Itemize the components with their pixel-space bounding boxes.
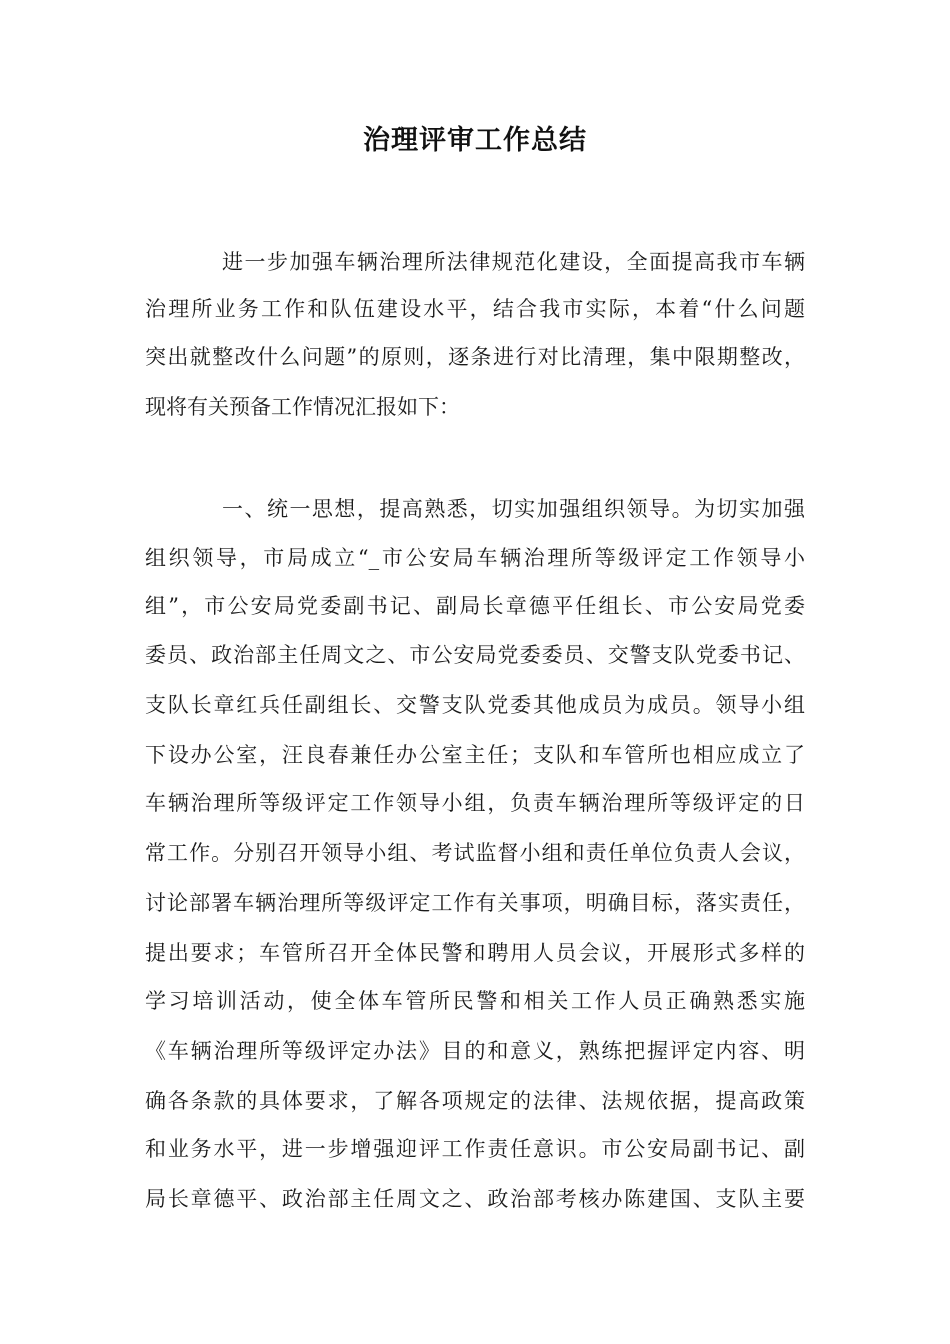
paragraph-2-line-10: 提出要求；车管所召开全体民警和聘用人员会议，开展形式多样的 bbox=[145, 941, 805, 965]
paragraph-2-line-2: 组织领导，市局成立“_市公安局车辆治理所等级评定工作领导小 bbox=[145, 546, 805, 570]
paragraph-2-line-12: 《车辆治理所等级评定办法》目的和意义，熟练把握评定内容、明 bbox=[145, 1039, 805, 1063]
paragraph-2-line-3: 组”，市公安局党委副书记、副局长章德平任组长、市公安局党委 bbox=[145, 594, 805, 618]
paragraph-2-line-13: 确各条款的具体要求，了解各项规定的法律、法规依据，提高政策 bbox=[145, 1089, 805, 1113]
document-title: 治理评审工作总结 bbox=[363, 125, 587, 156]
paragraph-2-line-11: 学习培训活动，使全体车管所民警和相关工作人员正确熟悉实施 bbox=[145, 989, 805, 1013]
paragraph-2-line-9: 讨论部署车辆治理所等级评定工作有关事项，明确目标，落实责任， bbox=[145, 891, 805, 915]
paragraph-2-line-6: 下设办公室，汪良春兼任办公室主任；支队和车管所也相应成立了 bbox=[145, 743, 805, 767]
paragraph-1-line-2: 治理所业务工作和队伍建设水平，结合我市实际，本着“什么问题 bbox=[145, 297, 805, 321]
paragraph-2-line-15: 局长章德平、政治部主任周文之、政治部考核办陈建国、支队主要 bbox=[145, 1187, 805, 1211]
paragraph-2-line-4: 委员、政治部主任周文之、市公安局党委委员、交警支队党委书记、 bbox=[145, 643, 805, 667]
paragraph-2-line-7: 车辆治理所等级评定工作领导小组，负责车辆治理所等级评定的日 bbox=[145, 791, 805, 815]
paragraph-2-line-14: 和业务水平，进一步增强迎评工作责任意识。市公安局副书记、副 bbox=[145, 1137, 805, 1161]
paragraph-2-line-5: 支队长章红兵任副组长、交警支队党委其他成员为成员。领导小组 bbox=[145, 693, 805, 717]
paragraph-1-line-3: 突出就整改什么问题”的原则，逐条进行对比清理，集中限期整改， bbox=[145, 345, 805, 369]
paragraph-2-line-8: 常工作。分别召开领导小组、考试监督小组和责任单位负责人会议， bbox=[145, 841, 805, 865]
paragraph-1-line-4: 现将有关预备工作情况汇报如下： bbox=[145, 395, 460, 419]
paragraph-2-line-1: 一、统一思想，提高熟悉，切实加强组织领导。为切实加强 bbox=[222, 497, 805, 521]
paragraph-1-line-1: 进一步加强车辆治理所法律规范化建设，全面提高我市车辆 bbox=[222, 250, 805, 274]
